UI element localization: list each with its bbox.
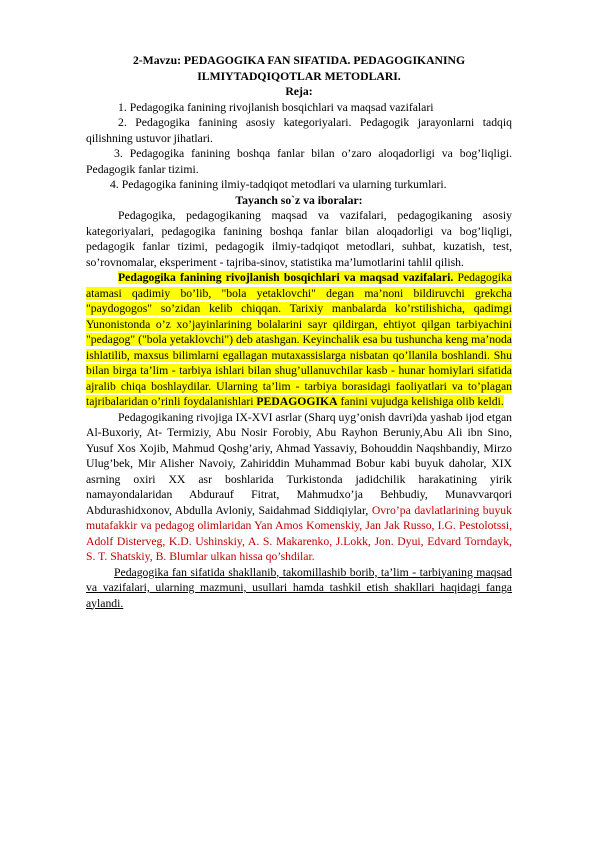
plan-item-1: 1. Pedagogika fanining rivojlanish bosqichlari va maqsad vazifalari	[118, 100, 434, 114]
section1-paragraph	[86, 270, 512, 410]
history-eastern-scholars: Pedagogikaning rivojiga IX-XVI asrlar (Sharq uyg’onish davri)da yashab ijod etgan Al-Buxoriy, At- Termiziy, Abu Nosir Forobiy, Abu Rayhon Beruniy,Abu Ali ibn Sino, Yusuf Xos Xojib, Mahmud Qoshg’ariy, Ahmad Yassaviy, Bohouddin Naqshbandiy, Mirzo Ulug’bek, Mir Alisher Navoiy, Zahiriddin Muhammad Bobur kabi buyuk daholar, XIX asrning oxiri XX asr boshlarida Turkistonda jadidchilik harakatining yirik namayondalaridan Abdurauf Fitrat, Mahmudxo’ja Behbudiy, Munavvarqori Abdurashidxonov, Abdulla Avloniy, Saidahmad Siddiqiylar,	[86, 410, 512, 517]
section1-heading: Pedagogika fanining rivojlanish bosqichlari va maqsad vazifalari.	[118, 271, 454, 284]
section1-text-a: Pedagogika atamasi qadimiy bo’lib, "bola yetaklovchi" degan ma’noni bildiruvchi grekcha "paydogogos" so’zidan kelib chiqqan. Tarixiy manbalarda ko’rstilishicha, qadimgi Yunonistonda o’z xo’jayinlarining bolalarini sayr qildirgan, ehtiyot qilgan tarbiyachini "pedagog" ("bola yetaklovchi") deb atashgan. Keyinchalik esa bu tushuncha keng ma’noda ishlatilib, maxsus bilimlarni egallagan mutaxassislarga nisbatan qo’llanila boshlandi. Shu bilan birga ta’lim - tarbiya ishlari bilan shug’ullanuvchilar kasb - hunar homiylari sifatida ajralib chiqa boshlaydilar. Ularning ta’lim - tarbiya borasidagi faoliyatlari va to’plagan tajribalaridan o’rinli foydalanishlari	[86, 271, 512, 408]
keywords-paragraph: Pedagogika, pedagogikaning maqsad va vazifalari, pedagogikaning asosiy kategoriyalari, pedagogika fanining boshqa fanlar bilan aloqadorligi va bog’liqligi, pedagogik fanlar tizimi, pedagogik ilmiy-tadqiqot metodlari, suhbat, kuzatish, test, so’rovnomalar, eksperiment - tajriba-sinov, statistika ma’lumotlarini tahlil qilish.	[86, 209, 512, 269]
document-title: 2-Mavzu: PEDAGOGIKA FAN SIFATIDA. PEDAGOGIKANING ILMIYTADQIQOTLAR METODLARI.	[132, 54, 466, 83]
plan-heading: Reja:	[285, 85, 313, 98]
keywords-heading: Tayanch so`z va iboralar:	[235, 193, 363, 207]
history-paragraph	[86, 410, 512, 565]
section1-text-b: fanini vujudga kelishiga olib keldi.	[337, 395, 504, 408]
history-european-scholars: Ovro’pa davlatlarining buyuk mutafakkir va pedagog olimlaridan Yan Amos Komenskiy, Jan Jak Russo, I.G. Pestolotssi, Adolf Disterveg, K.D. Ushinskiy, A. S. Makarenko, J.Lokk, Jon. Dyui, Edvard Torndayk, S. T. Shatskiy, B. Blumlar ulkan hissa qo’shdilar.	[86, 503, 512, 563]
section1-bold-term: PEDAGOGIKA	[256, 395, 338, 408]
document-page	[86, 53, 512, 611]
plan-item-4: 4. Pedagogika fanining ilmiy-tadqiqot metodlari va ularning turkumlari.	[110, 178, 447, 191]
plan-item-2: 2. Pedagogika fanining asosiy kategoriyalari. Pedagogik jarayonlarni tadqiq qilishning ustuvor jihatlari.	[86, 116, 512, 145]
conclusion-paragraph: Pedagogika fan sifatida shakllanib, takomillashib borib, ta’lim - tarbiyaning maqsad va vazifalari, ularning mazmuni, usullari hamda tashkil etish shakllari haqidagi fanga aylandi.	[86, 565, 512, 610]
plan-item-3: 3. Pedagogika fanining boshqa fanlar bilan o’zaro aloqadorligi va bog’liqligi. Pedagogik fanlar tizimi.	[86, 147, 512, 176]
